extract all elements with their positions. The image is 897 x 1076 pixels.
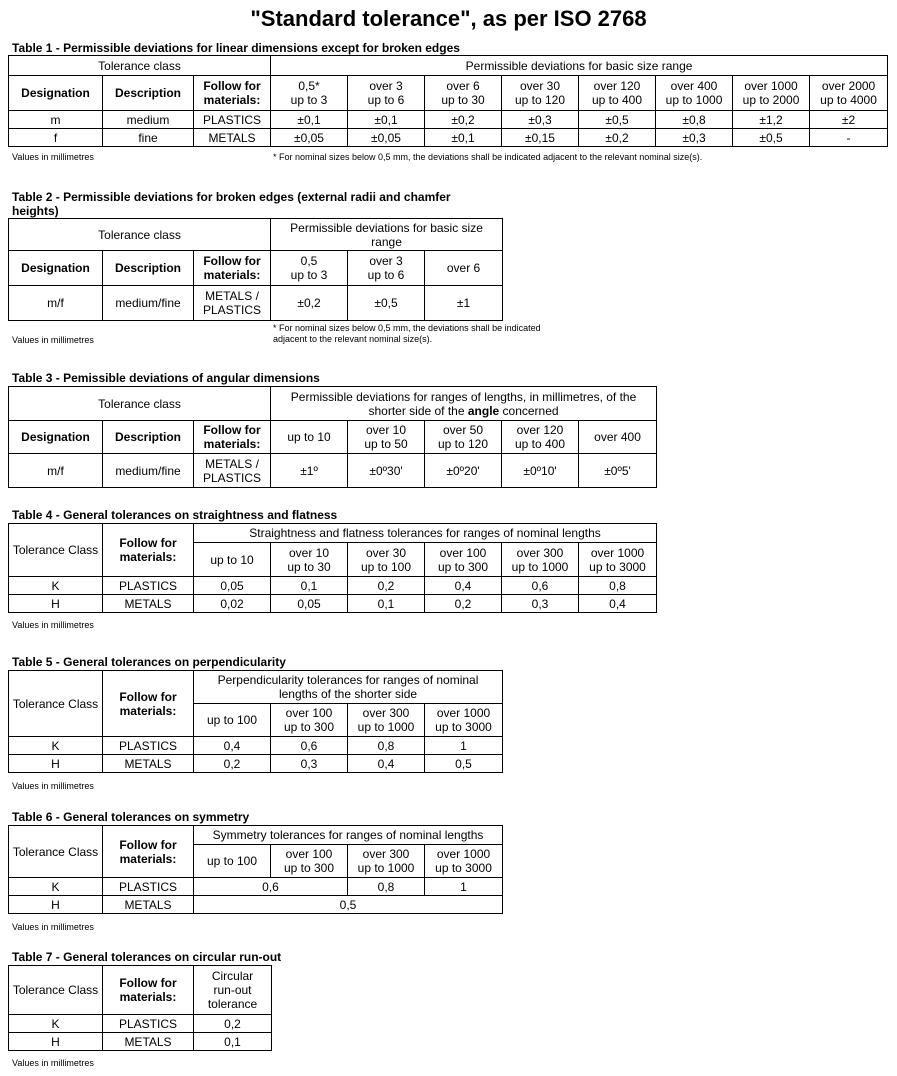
table4-col-class: Tolerance Class xyxy=(9,524,103,577)
materials-cell: PLASTICS xyxy=(103,577,194,595)
table-row xyxy=(9,454,657,488)
table3-range: over 50 up to 120 xyxy=(425,421,502,454)
table3-range: over 400 xyxy=(579,421,657,454)
value-cell: 0,2 xyxy=(425,595,502,613)
table6-caption: Table 6 - General tolerances on symmetry xyxy=(12,810,250,824)
table1-range: over 1000 up to 2000 xyxy=(733,76,810,111)
value-cell: ±0,5 xyxy=(348,286,425,321)
table4-col-materials: Follow for materials: xyxy=(103,524,194,577)
materials-cell: METALS xyxy=(103,896,194,914)
value-cell: ±0º5' xyxy=(579,454,657,488)
value-cell: ±0,5 xyxy=(579,111,656,129)
value-cell: 0,1 xyxy=(348,595,425,613)
table2-units-note: Values in millimetres xyxy=(12,335,94,345)
value-cell: 0,4 xyxy=(194,737,271,755)
table-row xyxy=(9,896,503,914)
table1 xyxy=(8,55,888,147)
description-cell: fine xyxy=(103,129,194,147)
materials-cell: PLASTICS xyxy=(103,737,194,755)
table1-range: over 400 up to 1000 xyxy=(656,76,733,111)
description-cell: medium/fine xyxy=(103,286,194,321)
value-cell: ±0,1 xyxy=(425,129,502,147)
value-cell: ±0,15 xyxy=(502,129,579,147)
value-cell: 0,3 xyxy=(271,755,348,773)
table2 xyxy=(8,218,503,321)
value-cell: ±0,05 xyxy=(271,129,348,147)
value-cell: ±0,8 xyxy=(656,111,733,129)
table7-col-value: Circular run-out tolerance xyxy=(194,966,272,1015)
value-cell: 1 xyxy=(425,878,503,896)
table3-caption: Table 3 - Pemissible deviations of angular dimensions xyxy=(12,371,320,385)
value-cell: 0,8 xyxy=(348,878,425,896)
table-row xyxy=(9,755,503,773)
designation-cell: m xyxy=(9,111,103,129)
table7-units-note: Values in millimetres xyxy=(12,1058,94,1068)
table4 xyxy=(8,523,657,613)
table3-group-tolerance-class: Tolerance class xyxy=(9,387,271,421)
table1-col-materials: Follow for materials: xyxy=(194,76,271,111)
materials-cell: PLASTICS xyxy=(103,878,194,896)
table3-range: over 120 up to 400 xyxy=(502,421,579,454)
table3-range: up to 10 xyxy=(271,421,348,454)
table1-range: over 3 up to 6 xyxy=(348,76,425,111)
class-cell: H xyxy=(9,595,103,613)
value-cell: 0,6 xyxy=(502,577,579,595)
table2-range: over 6 xyxy=(425,251,503,286)
table-row xyxy=(9,286,503,321)
value-cell: 0,5 xyxy=(425,755,503,773)
designation-cell: f xyxy=(9,129,103,147)
table2-range: 0,5 up to 3 xyxy=(271,251,348,286)
designation-cell: m/f xyxy=(9,286,103,321)
value-cell: ±1º xyxy=(271,454,348,488)
value-cell: ±0º30' xyxy=(348,454,425,488)
table5-units-note: Values in millimetres xyxy=(12,781,94,791)
table3-range: over 10 up to 50 xyxy=(348,421,425,454)
materials-cell: METALS xyxy=(103,1033,194,1051)
page-title: "Standard tolerance", as per ISO 2768 xyxy=(250,6,647,31)
value-cell: 0,4 xyxy=(579,595,657,613)
table6-group-tolerances: Symmetry tolerances for ranges of nominal lengths xyxy=(194,826,503,845)
value-cell: 0,3 xyxy=(502,595,579,613)
table4-range: up to 10 xyxy=(194,543,271,577)
table1-range: over 2000 up to 4000 xyxy=(810,76,888,111)
table1-range: 0,5* up to 3 xyxy=(271,76,348,111)
value-cell: 0,8 xyxy=(348,737,425,755)
value-cell: ±0,3 xyxy=(502,111,579,129)
class-cell: K xyxy=(9,577,103,595)
table5-col-class: Tolerance Class xyxy=(9,671,103,737)
table4-caption: Table 4 - General tolerances on straightness and flatness xyxy=(12,508,338,522)
table1-group-tolerance-class: Tolerance class xyxy=(9,56,271,76)
table5-range: over 1000 up to 3000 xyxy=(425,704,503,737)
table2-group-tolerance-class: Tolerance class xyxy=(9,219,271,251)
table-row xyxy=(9,129,888,147)
table5 xyxy=(8,670,503,773)
table2-col-materials: Follow for materials: xyxy=(194,251,271,286)
value-cell: ±1 xyxy=(425,286,503,321)
table2-caption: Table 2 - Permissible deviations for broken edges (external radii and chamfer heights) xyxy=(12,190,451,218)
table7 xyxy=(8,965,272,1051)
materials-cell: METALS / PLASTICS xyxy=(194,286,271,321)
table2-footnote: * For nominal sizes below 0,5 mm, the deviations shall be indicated adjacent to the relevant nominal size(s). xyxy=(273,323,541,344)
table-row xyxy=(9,878,503,896)
value-cell: 1 xyxy=(425,737,503,755)
table5-group-tolerances: Perpendicularity tolerances for ranges of nominal lengths of the shorter side xyxy=(194,671,503,704)
table-row xyxy=(9,595,657,613)
table2-col-description: Description xyxy=(103,251,194,286)
table3-col-materials: Follow for materials: xyxy=(194,421,271,454)
value-cell: ±0,1 xyxy=(348,111,425,129)
table6-range: over 1000 up to 3000 xyxy=(425,845,503,878)
table1-col-description: Description xyxy=(103,76,194,111)
table-row xyxy=(9,1015,272,1033)
table4-units-note: Values in millimetres xyxy=(12,620,94,630)
materials-cell: PLASTICS xyxy=(103,1015,194,1033)
value-cell: ±0,05 xyxy=(348,129,425,147)
table1-group-deviations: Permissible deviations for basic size range xyxy=(271,56,888,76)
materials-cell: METALS / PLASTICS xyxy=(194,454,271,488)
description-cell: medium xyxy=(103,111,194,129)
table4-range: over 1000 up to 3000 xyxy=(579,543,657,577)
value-cell: 0,05 xyxy=(194,577,271,595)
table-row xyxy=(9,111,888,129)
value-cell: ±2 xyxy=(810,111,888,129)
table3 xyxy=(8,386,657,488)
class-cell: H xyxy=(9,755,103,773)
table-row xyxy=(9,577,657,595)
class-cell: K xyxy=(9,1015,103,1033)
table3-col-description: Description xyxy=(103,421,194,454)
table6-units-note: Values in millimetres xyxy=(12,922,94,932)
description-cell: medium/fine xyxy=(103,454,194,488)
table2-group-deviations: Permissible deviations for basic size range xyxy=(271,219,503,251)
table4-range: over 30 up to 100 xyxy=(348,543,425,577)
value-cell: 0,2 xyxy=(194,755,271,773)
value-cell: 0,2 xyxy=(194,1015,272,1033)
value-cell: ±0,3 xyxy=(656,129,733,147)
class-cell: H xyxy=(9,1033,103,1051)
table1-units-note: Values in millimetres xyxy=(12,152,94,162)
value-cell: ±0,1 xyxy=(271,111,348,129)
class-cell: K xyxy=(9,878,103,896)
value-cell: 0,4 xyxy=(348,755,425,773)
value-cell: 0,1 xyxy=(194,1033,272,1051)
table7-col-class: Tolerance Class xyxy=(9,966,103,1015)
value-cell: ±0º20' xyxy=(425,454,502,488)
materials-cell: METALS xyxy=(194,129,271,147)
value-cell: 0,6 xyxy=(194,878,348,896)
table1-caption: Table 1 - Permissible deviations for linear dimensions except for broken edges xyxy=(12,41,460,55)
table4-range: over 100 up to 300 xyxy=(425,543,502,577)
value-cell: - xyxy=(810,129,888,147)
table6 xyxy=(8,825,503,914)
value-cell: ±1,2 xyxy=(733,111,810,129)
table5-range: over 300 up to 1000 xyxy=(348,704,425,737)
table2-col-designation: Designation xyxy=(9,251,103,286)
value-cell: 0,4 xyxy=(425,577,502,595)
value-cell: 0,8 xyxy=(579,577,657,595)
table3-col-designation: Designation xyxy=(9,421,103,454)
table6-range: over 300 up to 1000 xyxy=(348,845,425,878)
materials-cell: PLASTICS xyxy=(194,111,271,129)
table1-header-row xyxy=(9,76,888,111)
value-cell: 0,2 xyxy=(348,577,425,595)
value-cell: 0,1 xyxy=(271,577,348,595)
value-cell: ±0º10' xyxy=(502,454,579,488)
table7-col-materials: Follow for materials: xyxy=(103,966,194,1015)
table1-footnote: * For nominal sizes below 0,5 mm, the deviations shall be indicated adjacent to the relevant nominal size(s). xyxy=(273,152,703,162)
table5-col-materials: Follow for materials: xyxy=(103,671,194,737)
table-row xyxy=(9,1033,272,1051)
table4-range: over 10 up to 30 xyxy=(271,543,348,577)
table1-range: over 120 up to 400 xyxy=(579,76,656,111)
class-cell: H xyxy=(9,896,103,914)
table1-col-designation: Designation xyxy=(9,76,103,111)
table4-range: over 300 up to 1000 xyxy=(502,543,579,577)
table-row xyxy=(9,737,503,755)
value-cell: 0,5 xyxy=(194,896,503,914)
materials-cell: METALS xyxy=(103,755,194,773)
value-cell: ±0,2 xyxy=(425,111,502,129)
table5-caption: Table 5 - General tolerances on perpendicularity xyxy=(12,655,286,669)
designation-cell: m/f xyxy=(9,454,103,488)
value-cell: ±0,2 xyxy=(271,286,348,321)
table1-range: over 6 up to 30 xyxy=(425,76,502,111)
value-cell: 0,05 xyxy=(271,595,348,613)
value-cell: ±0,5 xyxy=(733,129,810,147)
table6-col-class: Tolerance Class xyxy=(9,826,103,878)
table6-col-materials: Follow for materials: xyxy=(103,826,194,878)
table1-range: over 30 up to 120 xyxy=(502,76,579,111)
table5-range: up to 100 xyxy=(194,704,271,737)
table7-caption: Table 7 - General tolerances on circular run-out xyxy=(12,950,282,964)
table6-range: over 100 up to 300 xyxy=(271,845,348,878)
table6-range: up to 100 xyxy=(194,845,271,878)
materials-cell: METALS xyxy=(103,595,194,613)
table1-group-header-row xyxy=(9,56,888,76)
table3-group-deviations: Permissible deviations for ranges of lengths, in millimetres, of the shorter side of the angle concerned xyxy=(271,387,657,421)
value-cell: 0,6 xyxy=(271,737,348,755)
value-cell: ±0,2 xyxy=(579,129,656,147)
table5-range: over 100 up to 300 xyxy=(271,704,348,737)
table2-range: over 3 up to 6 xyxy=(348,251,425,286)
value-cell: 0,02 xyxy=(194,595,271,613)
class-cell: K xyxy=(9,737,103,755)
table4-group-tolerances: Straightness and flatness tolerances for ranges of nominal lengths xyxy=(194,524,657,543)
